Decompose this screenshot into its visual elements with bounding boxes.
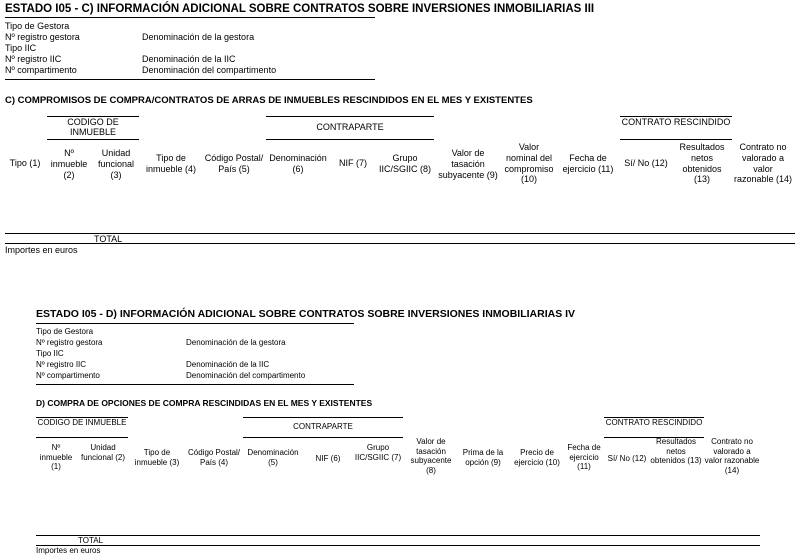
group-rule: [266, 116, 434, 117]
group-rule: [620, 139, 732, 140]
section-d-info-value: Denominación de la IIC: [186, 360, 270, 369]
total-row-rule: [5, 243, 795, 244]
column-header: Valor nominal del compromiso (10): [504, 142, 554, 185]
group-rule: [36, 437, 128, 438]
section-c-title: ESTADO I05 - C) INFORMACIÓN ADICIONAL SOBRE CONTRATOS SOBRE INVERSIONES INMOBILIARIAS III: [5, 3, 595, 15]
column-header: Código Postal/ País (4): [187, 448, 241, 467]
column-header: Tipo de inmueble (3): [134, 448, 180, 467]
group-rule: [266, 139, 434, 140]
column-header: Sí/ No (12): [607, 454, 647, 463]
section-c-info-label: Nº registro gestora: [5, 32, 80, 42]
total-label: TOTAL: [94, 234, 123, 244]
group-header-contrato-rescindido: CONTRATO RESCINDIDO: [621, 117, 731, 127]
column-header: Denominación (6): [269, 153, 327, 174]
section-d-info-label: Tipo de Gestora: [36, 327, 94, 336]
section-c-info-label: Nº registro IIC: [5, 54, 62, 64]
column-header: Contrato no valorado a valor razonable (14): [733, 142, 793, 185]
section-c-info-label: Tipo de Gestora: [5, 21, 70, 31]
section-c-subtitle: C) COMPROMISOS DE COMPRA/CONTRATOS DE ARRAS DE INMUEBLES RESCINDIDOS EN EL MES Y EXISTENTES: [5, 95, 533, 106]
column-header: Nº inmueble (1): [39, 443, 73, 472]
column-header: Precio de ejercicio (10): [514, 448, 560, 467]
section-d-subtitle: D) COMPRA DE OPCIONES DE COMPRA RESCINDIDAS EN EL MES Y EXISTENTES: [36, 398, 373, 408]
section-c-info-value: Denominación de la IIC: [142, 54, 236, 64]
section-c-info-label: Tipo IIC: [5, 43, 37, 53]
section-d-info-label: Nº registro IIC: [36, 360, 87, 369]
column-header: Prima de la opción (9): [462, 448, 504, 467]
column-header: Grupo IIC/SGIIC (7): [354, 443, 402, 462]
column-header: Unidad funcional (3): [97, 148, 135, 180]
column-header: Fecha de ejercicio (11): [562, 153, 614, 174]
column-header: Contrato no valorado a valor razonable (14): [704, 437, 760, 475]
total-label: TOTAL: [78, 536, 104, 545]
column-header: Resultados netos obtenidos (13): [650, 437, 702, 466]
amounts-footnote: Importes en euros: [5, 245, 78, 255]
section-d-info-label: Nº compartimento: [36, 371, 100, 380]
section-d-info-label: Nº registro gestora: [36, 338, 103, 347]
total-row-rule: [5, 233, 795, 234]
amounts-footnote: Importes en euros: [36, 546, 101, 555]
group-header-contrato-rescindido: CONTRATO RESCINDIDO: [605, 418, 703, 427]
column-header: Tipo de inmueble (4): [145, 153, 197, 174]
group-rule: [47, 139, 139, 140]
section-d-title: ESTADO I05 - D) INFORMACIÓN ADICIONAL SOBRE CONTRATOS SOBRE INVERSIONES INMOBILIARIAS IV: [36, 308, 576, 320]
section-c-info-rule: [5, 79, 375, 80]
column-header: Sí/ No (12): [624, 158, 668, 168]
column-header: Resultados netos obtenidos (13): [679, 142, 725, 185]
group-header-contraparte: CONTRAPARTE: [316, 122, 384, 132]
section-c-info-label: Nº compartimento: [5, 65, 77, 75]
group-header-contraparte: CONTRAPARTE: [293, 422, 353, 431]
column-header: Valor de tasación subyacente (9): [438, 148, 498, 180]
section-c-title-rule: [5, 17, 375, 18]
column-header: Fecha de ejercicio (11): [567, 443, 601, 472]
section-d-info-label: Tipo IIC: [36, 349, 64, 358]
total-row-rule: [36, 535, 760, 536]
section-d-info-value: Denominación de la gestora: [186, 338, 286, 347]
column-header: NIF (7): [339, 158, 367, 168]
group-rule: [243, 417, 403, 418]
total-row-rule: [36, 545, 760, 546]
column-header: Código Postal/ País (5): [204, 153, 264, 174]
section-d-info-rule: [36, 384, 354, 385]
group-header-codigo-inmueble: CODIGO DE INMUEBLE: [37, 418, 127, 427]
column-header: Nº inmueble (2): [50, 148, 88, 180]
column-header: Unidad funcional (2): [80, 443, 126, 462]
section-d-info-value: Denominación del compartimento: [186, 371, 306, 380]
column-header: Valor de tasación subyacente (8): [410, 437, 452, 475]
column-header: Denominación (5): [247, 448, 299, 467]
section-c-info-value: Denominación de la gestora: [142, 32, 255, 42]
column-header: NIF (6): [315, 454, 341, 463]
section-c-info-value: Denominación del compartimento: [142, 65, 277, 75]
section-d-title-rule: [36, 323, 354, 324]
group-header-codigo-inmueble: CODIGO DE INMUEBLE: [67, 117, 119, 138]
group-rule: [243, 437, 403, 438]
column-header: Tipo (1): [9, 158, 41, 168]
column-header: Grupo IIC/SGIIC (8): [378, 153, 431, 174]
